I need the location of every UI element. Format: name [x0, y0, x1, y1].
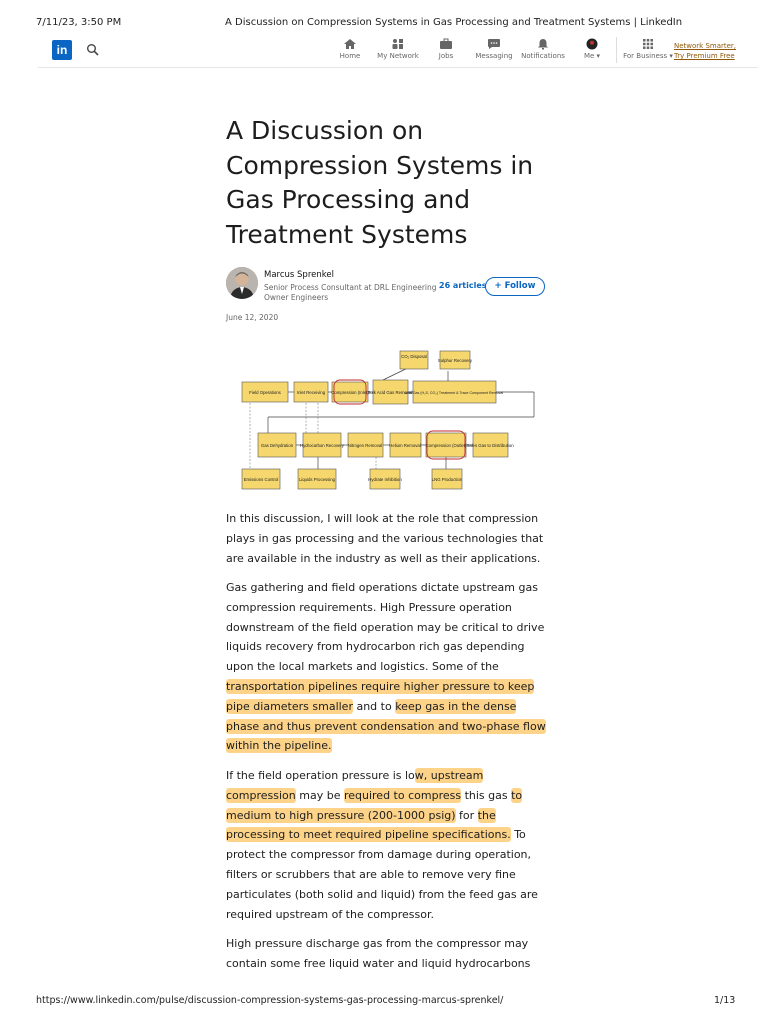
nav-for-business[interactable]	[619, 38, 677, 60]
print-datetime: 7/11/23, 3:50 PM	[36, 17, 122, 28]
diagram-label-bulk-acid: Bulk Acid Gas Removal	[367, 390, 413, 395]
chat-icon	[487, 38, 501, 50]
briefcase-icon	[439, 38, 453, 50]
p3-text-a: If the field operation pressure is lo	[226, 769, 415, 782]
nav-messaging[interactable]	[466, 38, 522, 60]
nav-me-label: Me	[583, 52, 595, 60]
nav-jobs-label: Jobs	[438, 52, 454, 60]
diagram-label-lng: LNG Production	[431, 477, 463, 482]
nav-messaging-label: Messaging	[475, 52, 513, 60]
home-icon	[343, 38, 357, 50]
diagram-label-comp-inlet: Compression (Inlet)	[331, 390, 369, 395]
diagram-label-acid-gas: Acid Gas (H₂S, CO₂) Treatment & Trace Component Removal	[404, 391, 504, 395]
nav-my-network-label: My Network	[377, 52, 419, 60]
print-url: https://www.linkedin.com/pulse/discussion-compression-systems-gas-processing-marcus-sprenkel/	[36, 995, 504, 1006]
process-flow-diagram	[228, 345, 548, 495]
articles-count-link[interactable]: 26 articles	[439, 281, 487, 290]
paragraph-2	[226, 578, 546, 756]
nav-notifications-label: Notifications	[521, 52, 565, 60]
chevron-down-icon: ▾	[594, 52, 601, 60]
p3-text-d: for	[455, 808, 478, 822]
network-icon	[391, 38, 405, 50]
nav-divider	[616, 37, 617, 63]
bell-icon	[536, 38, 550, 50]
article-title: A Discussion on Compression Systems in Gas Processing and Treatment Systems	[226, 116, 534, 249]
diagram-label-inlet: Inlet Receiving	[296, 390, 326, 395]
nav-me[interactable]	[564, 38, 620, 60]
diagram-label-sulphur: Sulphur Recovery	[437, 358, 473, 363]
p2-text-a: Gas gathering and field operations dictate upstream gas compression requirements. High Pressure operation downstream of the field operation may be critical to drive liquids recovery from hydrocarbon rich gas depending upon the local markets and logistics. Some of the	[226, 581, 545, 674]
search-icon[interactable]	[86, 42, 100, 56]
diagram-label-emissions: Emissions Control	[243, 477, 279, 482]
premium-link[interactable]	[674, 41, 736, 61]
diagram-label-hydrate: Hydrate Inhibition	[368, 477, 402, 482]
author-subtitle: Senior Process Consultant at DRL Engineering - Owner Engineers	[264, 283, 442, 302]
p3-text-b: may be	[295, 788, 344, 802]
diagram-label-co2: CO₂ Disposal	[401, 354, 427, 359]
print-page-title: A Discussion on Compression Systems in Gas Processing and Treatment Systems | LinkedIn	[225, 17, 683, 28]
chevron-down-icon: ▾	[667, 52, 673, 60]
publish-date: June 12, 2020	[226, 313, 279, 322]
avatar-icon	[585, 38, 599, 50]
nav-notifications[interactable]	[515, 38, 571, 60]
diagram-label-comp-outlet: Compression (Outlet)	[425, 443, 467, 448]
p3-highlight-2: required to compress	[343, 788, 462, 802]
diagram-label-hydrocarbon: Hydrocarbon Recovery	[300, 443, 344, 448]
paragraph-3	[226, 766, 546, 924]
p3-text-e: To protect the compressor from damage during operation, filters or scrubbers that are able to remove very fine particulates (both solid and liquid) from the feed gas are required upstream of the compressor.	[226, 828, 538, 921]
paragraph-1	[226, 509, 546, 568]
nav-for-business-label: For Business	[623, 52, 668, 60]
diagram-label-helium: Helium Removal	[389, 443, 421, 448]
p3-highlight-1: w, upstream compression	[226, 769, 484, 802]
p3-highlight-3: to medium to high pressure (200-1000 psig)	[226, 788, 523, 822]
p2-highlight-1: transportation pipelines require higher pressure to keep pipe diameters smaller	[226, 679, 535, 713]
diagram-label-gas-dehy: Gas Dehydration	[260, 443, 294, 448]
premium-line-2: Try Premium Free	[674, 52, 735, 60]
diagram-label-field-ops: Field Operations	[249, 390, 281, 395]
diagram-label-sales-gas: Sales Gas to Distribution	[466, 443, 514, 448]
p2-highlight-2: keep gas in the dense phase and thus prevent condensation and two-phase flow within the pipeline.	[226, 699, 546, 753]
premium-line-1: Network Smarter,	[674, 42, 737, 50]
author-name[interactable]: Marcus Sprenkel	[264, 270, 334, 280]
follow-button[interactable]: + Follow	[485, 277, 545, 296]
nav-home-label: Home	[339, 52, 361, 60]
grid-icon	[641, 38, 655, 50]
diagram-label-nitrogen: Nitrogen Removal	[347, 443, 383, 448]
p2-text-b: and to	[352, 699, 396, 713]
paragraph-4	[226, 934, 546, 974]
print-page-number: 1/13	[714, 995, 736, 1006]
diagram-label-liquids: Liquids Processing	[298, 477, 336, 482]
p3-highlight-4: the processing to meet required pipeline specifications.	[226, 808, 511, 842]
linkedin-logo[interactable]: in	[52, 40, 72, 60]
p3-text-c: this gas	[461, 788, 512, 802]
paragraph-1-text: In this discussion, I will look at the role that compression plays in gas processing and the various technologies that are available in the industry as well as their applications.	[226, 512, 544, 565]
author-avatar[interactable]	[226, 267, 258, 299]
paragraph-4-text: High pressure discharge gas from the compressor may contain some free liquid water and liquid hydrocarbons	[226, 937, 531, 970]
